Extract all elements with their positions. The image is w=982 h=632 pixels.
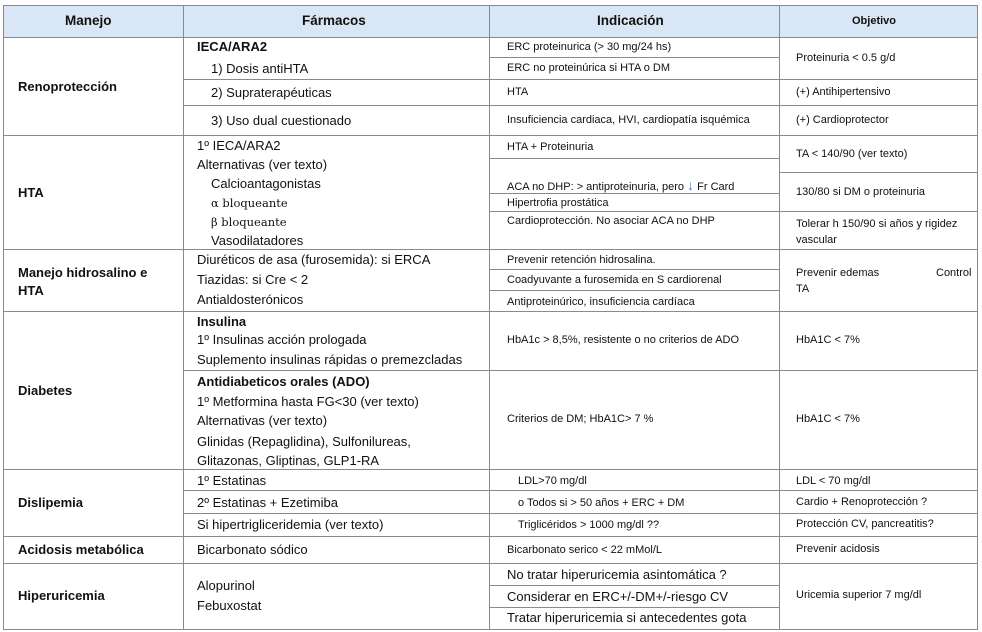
header-row-background	[3, 5, 978, 37]
row-diabetes-label: Diabetes	[18, 383, 73, 398]
hta-objetivo: vascular	[796, 234, 837, 246]
renoproteccion-indicacion: ERC proteinurica (> 30 mg/24 hs)	[507, 41, 672, 53]
dislipemia-objetivo: LDL < 70 mg/dl	[796, 475, 871, 487]
hta-farmaco: Alternativas (ver texto)	[197, 157, 328, 172]
hta-objetivo: Tolerar h 150/90 si años y rigidez	[796, 218, 958, 230]
row-hidrosalino-label-2: HTA	[18, 283, 44, 298]
hta-farmaco: 1º IECA/ARA2	[197, 138, 281, 153]
hidrosalino-farmaco: Diuréticos de asa (furosemida): si ERCA	[197, 252, 431, 267]
renoproteccion-indicacion: Insuficiencia cardiaca, HVI, cardiopatía isquémica	[507, 114, 750, 126]
hta-indicacion-aca-text: ACA no DHP: > antiproteinuria, pero	[507, 181, 688, 193]
hta-indicacion: Cardioprotección. No asociar ACA no DHP	[507, 215, 715, 227]
diabetes-objetivo: HbA1C < 7%	[796, 413, 860, 425]
hidrosalino-indicacion: Coadyuvante a furosemida en S cardiorenal	[507, 274, 722, 286]
acidosis-objetivo: Prevenir acidosis	[796, 543, 880, 555]
acidosis-indicacion: Bicarbonato serico < 22 mMol/L	[507, 544, 662, 556]
diabetes-indicacion: Criterios de DM; HbA1C> 7 %	[507, 413, 654, 425]
hidrosalino-indicacion: Prevenir retención hidrosalina.	[507, 254, 656, 266]
header-indicacion: Indicación	[597, 13, 664, 28]
hta-farmaco: Vasodilatadores	[211, 233, 304, 248]
diabetes-objetivo: HbA1C < 7%	[796, 334, 860, 346]
hta-farmaco: β bloqueante	[211, 215, 287, 229]
hidrosalino-farmaco: Antialdosterónicos	[197, 292, 304, 307]
hta-farmaco: Calcioantagonistas	[211, 176, 321, 191]
dislipemia-indicacion: Triglicéridos > 1000 mg/dl ??	[518, 519, 660, 531]
hta-indicacion: HTA + Proteinuria	[507, 141, 594, 153]
diabetes-farmaco: 1º Metformina hasta FG<30 (ver texto)	[197, 394, 419, 409]
hta-indicacion: Hipertrofia prostática	[507, 197, 609, 209]
dislipemia-indicacion: o Todos si > 50 años + ERC + DM	[518, 497, 685, 509]
dislipemia-farmaco: 1º Estatinas	[197, 473, 267, 488]
dislipemia-farmaco: Si hipertrigliceridemia (ver texto)	[197, 517, 384, 532]
row-renoproteccion-label: Renoprotección	[18, 79, 117, 94]
renoproteccion-objetivo: Proteinuria < 0.5 g/d	[796, 52, 896, 64]
renoproteccion-objetivo: (+) Antihipertensivo	[796, 86, 891, 98]
hiperuricemia-farmaco: Febuxostat	[197, 598, 262, 613]
hiperuricemia-indicacion: Considerar en ERC+/-DM+/-riesgo CV	[507, 589, 729, 604]
renoproteccion-objetivo: (+) Cardioprotector	[796, 114, 889, 126]
row-dislipemia-label: Dislipemia	[18, 495, 84, 510]
hiperuricemia-farmaco: Alopurinol	[197, 578, 255, 593]
dislipemia-indicacion: LDL>70 mg/dl	[518, 475, 587, 487]
hidrosalino-farmaco: Tiazidas: si Cre < 2	[197, 272, 309, 287]
header-objetivo: Objetivo	[852, 15, 897, 27]
arrow-down-icon: ↓	[687, 177, 695, 193]
diabetes-farmaco-heading: Antidiabeticos orales (ADO)	[197, 374, 370, 389]
row-hiperuricemia-label: Hiperuricemia	[18, 588, 105, 603]
renoproteccion-indicacion: ERC no proteinúrica si HTA o DM	[507, 62, 671, 74]
hidrosalino-objetivo-ta: TA	[796, 283, 810, 295]
diabetes-farmaco: Suplemento insulinas rápidas o premezcladas	[197, 352, 463, 367]
hta-objetivo: TA < 140/90 (ver texto)	[796, 148, 908, 160]
header-manejo: Manejo	[65, 13, 112, 28]
diabetes-farmaco: Glinidas (Repaglidina), Sulfonilureas,	[197, 434, 411, 449]
dislipemia-objetivo: Protección CV, pancreatitis?	[796, 518, 934, 530]
hta-indicacion-aca-suffix: Fr Card	[697, 181, 735, 193]
hiperuricemia-indicacion: No tratar hiperuricemia asintomática ?	[507, 567, 727, 582]
hidrosalino-indicacion: Antiproteinúrico, insuficiencia cardíaca	[507, 296, 695, 308]
dislipemia-objetivo: Cardio + Renoprotección ?	[796, 496, 928, 508]
hiperuricemia-objetivo: Uricemia superior 7 mg/dl	[796, 589, 922, 601]
renoproteccion-farmaco: 1) Dosis antiHTA	[211, 61, 309, 76]
hiperuricemia-indicacion: Tratar hiperuricemia si antecedentes gota	[507, 610, 747, 625]
dislipemia-farmaco: 2º Estatinas + Ezetimiba	[197, 495, 338, 510]
header-farmacos: Fármacos	[302, 13, 366, 28]
row-hidrosalino-label: Manejo hidrosalino e	[18, 265, 148, 280]
renoproteccion-farmaco: IECA/ARA2	[197, 39, 268, 54]
acidosis-farmaco: Bicarbonato sódico	[197, 542, 308, 557]
hta-objetivo: 130/80 si DM o proteinuria	[796, 186, 926, 198]
hidrosalino-objetivo-control: Control	[936, 267, 972, 279]
row-hta-label: HTA	[18, 185, 44, 200]
hidrosalino-objetivo: Prevenir edemas	[796, 267, 880, 279]
diabetes-farmaco: 1º Insulinas acción prologada	[197, 332, 367, 347]
row-acidosis-label: Acidosis metabólica	[18, 542, 144, 557]
diabetes-farmaco: Glitazonas, Gliptinas, GLP1-RA	[197, 453, 380, 468]
diabetes-farmaco: Alternativas (ver texto)	[197, 413, 328, 428]
renoproteccion-farmaco: 2) Supraterapéuticas	[211, 85, 332, 100]
diabetes-farmaco-heading: Insulina	[197, 314, 247, 329]
renoproteccion-farmaco: 3) Uso dual cuestionado	[211, 113, 352, 128]
hta-indicacion-aca	[507, 178, 734, 195]
diabetes-indicacion: HbA1c > 8,5%, resistente o no criterios de ADO	[507, 334, 740, 346]
renoproteccion-indicacion: HTA	[507, 86, 529, 98]
hta-farmaco: α bloqueante	[211, 196, 288, 210]
